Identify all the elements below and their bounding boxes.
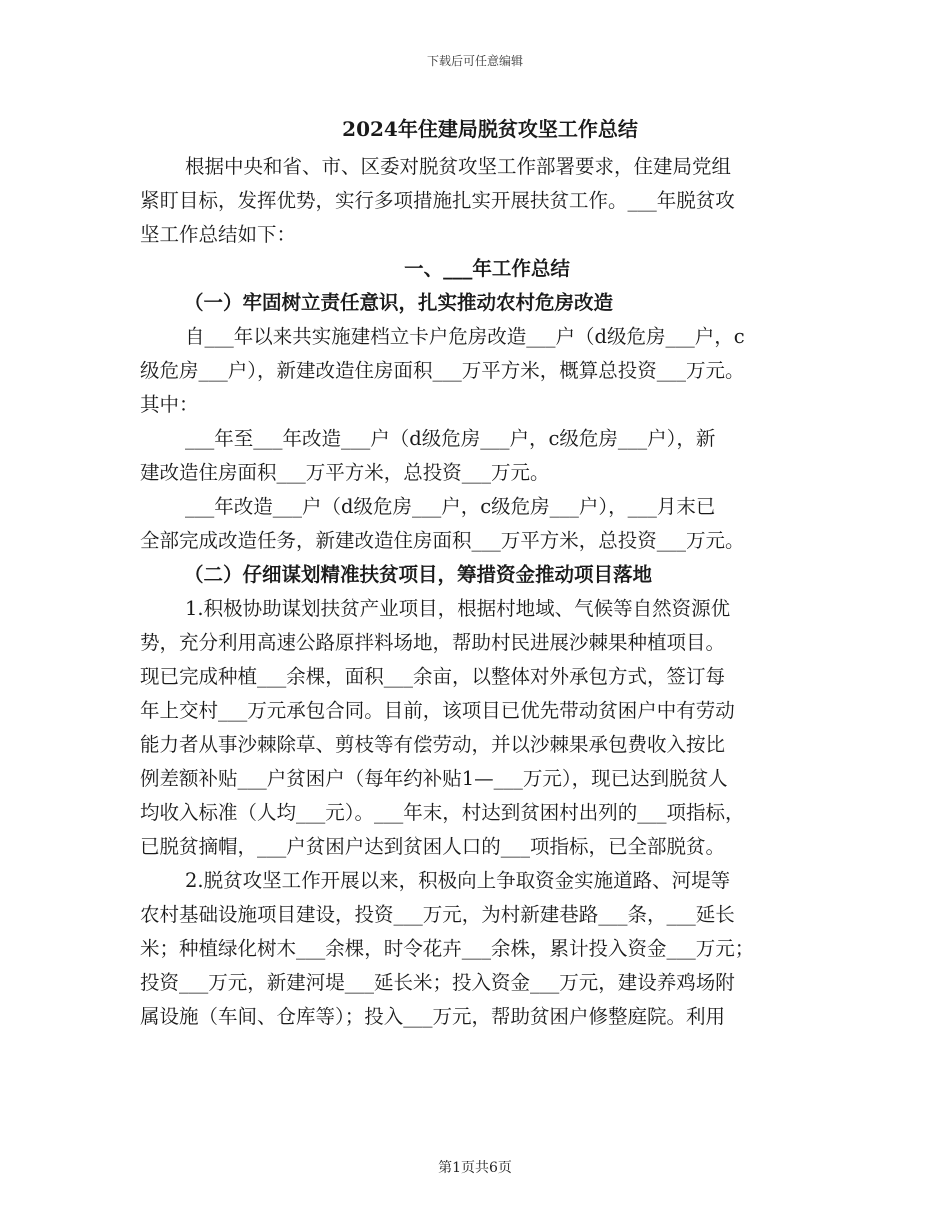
text-line: 现已完成种植___余棵，面积___余亩，以整体对外承包方式，签订每 (140, 665, 726, 688)
text-line: 年上交村___万元承包合同。目前，该项目已优先带动贫困户中有劳动 (140, 699, 735, 722)
text-line: 属设施（车间、仓库等）；投入___万元，帮助贫困户修整庭院。利用 (140, 1005, 726, 1028)
text-line: 2.脱贫攻坚工作开展以来，积极向上争取资金实施道路、河堤等 (185, 869, 731, 892)
text-line: 已脱贫摘帽，___户贫困户达到贫困人口的___项指标，已全部脱贫。 (140, 835, 726, 858)
text-line: 势，充分利用高速公路原拌料场地，帮助村民进展沙棘果种植项目。 (140, 631, 726, 654)
text-line: 自___年以来共实施建档立卡户危房改造___户（d级危房___户，c (185, 325, 745, 348)
text-line: 米；种植绿化树木___余棵，时令花卉___余株，累计投入资金___万元； (140, 937, 755, 960)
document-title: 2024年住建局脱贫攻坚工作总结 (342, 117, 638, 141)
text-line: 例差额补贴___户贫困户（每年约补贴1—___万元），现已达到脱贫人 (140, 767, 728, 790)
text-line: 投资___万元，新建河堤___延长米；投入资金___万元，建设养鸡场附 (140, 971, 735, 994)
paragraph-lines (140, 150, 820, 1034)
text-line: 级危房___户），新建改造住房面积___万平方米，概算总投资___万元。 (140, 359, 745, 382)
text-line: 能力者从事沙棘除草、剪枝等有偿劳动，并以沙棘果承包费收入按比 (140, 733, 726, 756)
document-body (140, 112, 820, 1034)
text-line: ___年至___年改造___户（d级危房___户，c级危房___户），新 (185, 427, 716, 450)
page-footer: 第1页共6页 (438, 1160, 512, 1176)
text-line: 坚工作总结如下： (140, 223, 297, 246)
subsection-heading: （一）牢固树立责任意识，扎实推动农村危房改造 (184, 291, 614, 314)
text-line: 全部完成改造任务，新建改造住房面积___万平方米，总投资___万元。 (140, 529, 745, 552)
text-line: 其中： (140, 393, 199, 416)
text-line: 紧盯目标，发挥优势，实行多项措施扎实开展扶贫工作。___年脱贫攻 (140, 189, 735, 212)
text-line: 农村基础设施项目建设，投资___万元，为村新建巷路___条，___延长 (140, 903, 735, 926)
text-line: ___年改造___户（d级危房___户，c级危房___户），___月末已 (185, 495, 716, 518)
text-line: 建改造住房面积___万平方米，总投资___万元。 (140, 461, 550, 484)
page-header: 下载后可任意编辑 (426, 54, 523, 68)
text-line: 1.积极协助谋划扶贫产业项目，根据村地域、气候等自然资源优 (185, 597, 731, 620)
text-line: 根据中央和省、市、区委对脱贫攻坚工作部署要求，住建局党组 (185, 155, 732, 178)
subsection-heading: （二）仔细谋划精准扶贫项目，筹措资金推动项目落地 (184, 563, 653, 586)
text-line: 均收入标准（人均___元）。___年末，村达到贫困村出列的___项指标， (140, 801, 745, 824)
section-heading: 一、___年工作总结 (404, 257, 570, 280)
